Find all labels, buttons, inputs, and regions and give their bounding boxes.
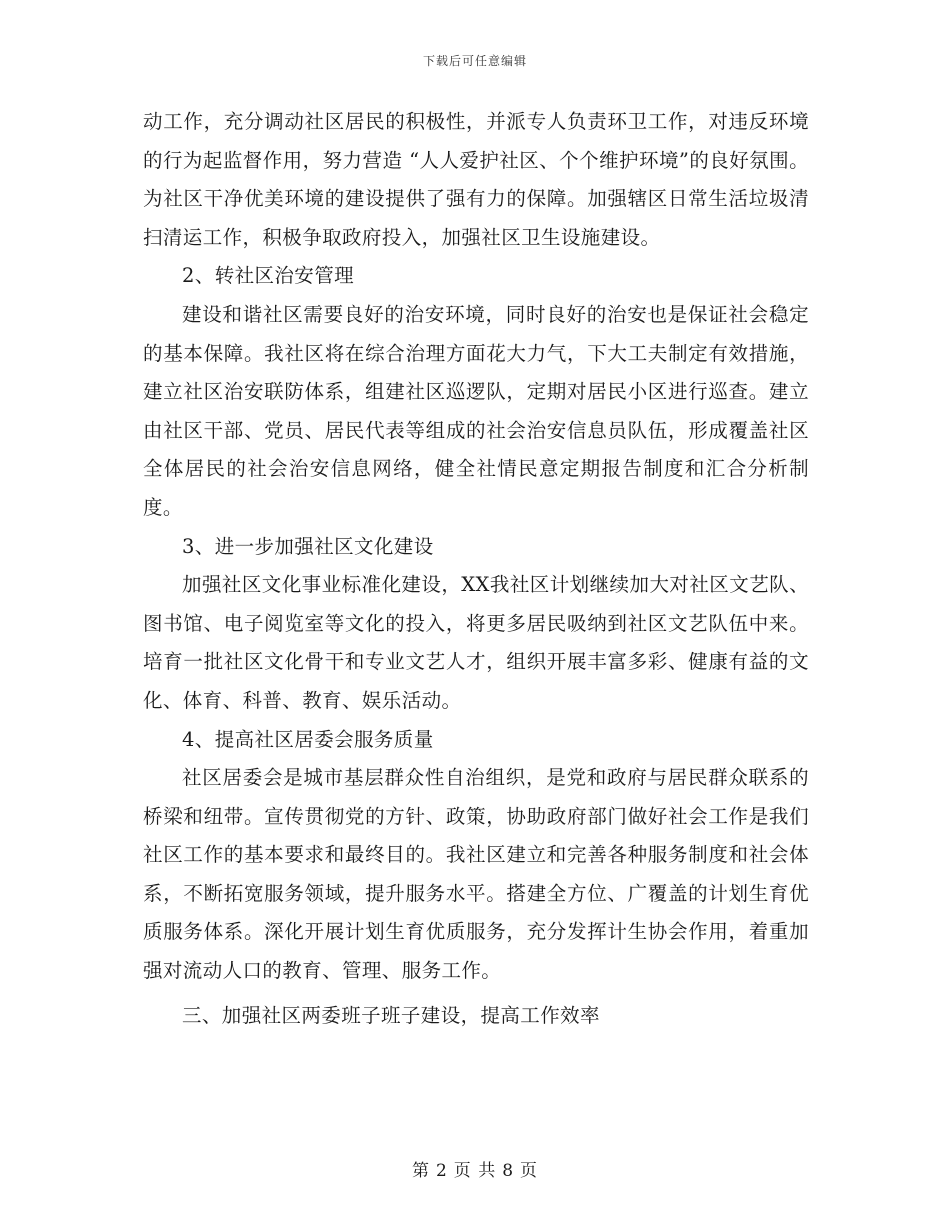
body-paragraph: 社区居委会是城市基层群众性自治组织，是党和政府与居民群众联系的桥梁和纽带。宣传贯彻党的方针、政策，协助政府部门做好社会工作是我们社区工作的基本要求和最终目的。我社区建立和完善各种服务制度和社会体系，不断拓宽服务领域，提升服务水平。搭建全方位、广覆盖的计划生育优质服务体系。深化开展计划生育优质服务，充分发挥计生协会作用，着重加强对流动人口的教育、管理、服务工作。 [143,766,809,983]
body-paragraph: 动工作，充分调动社区居民的积极性，并派专人负责环卫工作，对违反环境的行为起监督作用，努力营造 “人人爱护社区、个个维护环境”的良好氛围。为社区干净优美环境的建设提供了强有力的保障。加强辖区日常生活垃圾清扫清运工作，积极争取政府投入，加强社区卫生设施建设。 [143,110,809,249]
footer-middle: 页 共 [453,1161,497,1181]
chapter-heading: 三、加强社区两委班子班子建设，提高工作效率 [182,1003,600,1027]
body-paragraph: 建设和谐社区需要良好的治安环境，同时良好的治安也是保证社会稳定的基本保障。我社区将在综合治理方面花大力气，下大工夫制定有效措施，建立社区治安联防体系，组建社区巡逻队，定期对居民小区进行巡查。建立由社区干部、党员、居民代表等组成的社会治安信息员队伍，形成覆盖社区全体居民的社会治安信息网络，健全社情民意定期报告制度和汇合分析制度。 [143,302,809,519]
footer-suffix: 页 [520,1161,539,1181]
page-total: 8 [502,1161,515,1181]
document-body [143,103,809,1035]
page-header: 下载后可任意编辑 [422,54,527,68]
page-footer [0,1156,950,1181]
body-paragraph: 加强社区文化事业标准化建设，XX我社区计划继续加大对社区文艺队、图书馆、电子阅览室等文化的投入，将更多居民吸纳到社区文艺队伍中来。培育一批社区文化骨干和专业文艺人才，组织开展丰富多彩、健康有益的文化、体育、科普、教育、娱乐活动。 [143,573,809,712]
page-number: 2 [435,1161,448,1181]
section-heading: 4、提高社区居委会服务质量 [182,727,434,751]
footer-prefix: 第 [411,1161,430,1181]
section-heading: 3、进一步加强社区文化建设 [182,534,434,558]
section-heading: 2、转社区治安管理 [182,264,355,288]
